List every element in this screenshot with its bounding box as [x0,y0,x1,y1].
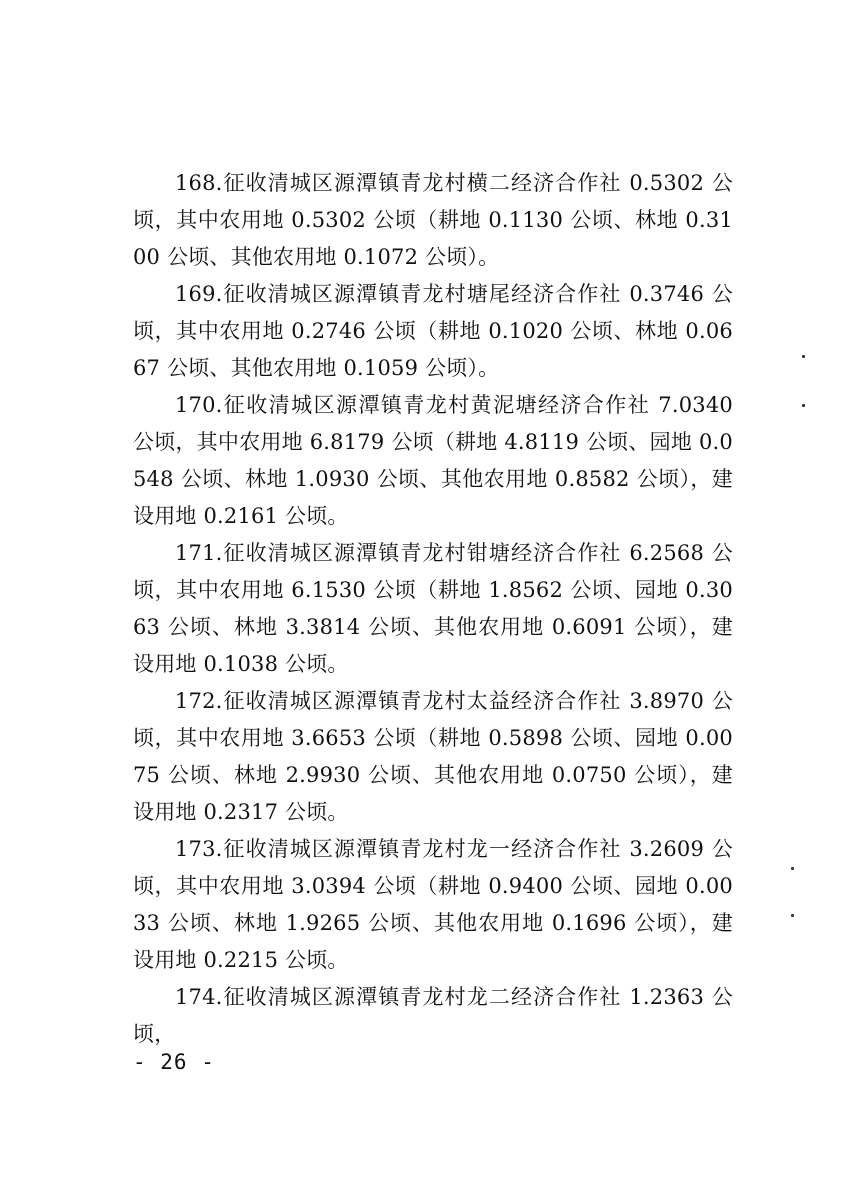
paragraph-170: 170.征收清城区源潭镇青龙村黄泥塘经济合作社 7.0340 公顷，其中农用地 6.8179 公顷（耕地 4.8119 公顷、园地 0.0548 公顷、林地 1.0930 公顷、其他农用地 0.8582 公顷），建设用地 0.2161 公顷。 [133,393,733,528]
document-body [133,165,733,1053]
paragraph-169: 169.征收清城区源潭镇青龙村塘尾经济合作社 0.3746 公顷，其中农用地 0.2746 公顷（耕地 0.1020 公顷、林地 0.0667 公顷、其他农用地 0.1059 公顷）。 [133,282,733,380]
paragraph-168: 168.征收清城区源潭镇青龙村横二经济合作社 0.5302 公顷，其中农用地 0.5302 公顷（耕地 0.1130 公顷、林地 0.3100 公顷、其他农用地 0.1072 公顷）。 [133,171,733,269]
paragraph-171: 171.征收清城区源潭镇青龙村钳塘经济合作社 6.2568 公顷，其中农用地 6.1530 公顷（耕地 1.8562 公顷、园地 0.3063 公顷、林地 3.3814 公顷、其他农用地 0.6091 公顷），建设用地 0.1038 公顷。 [133,541,733,676]
scan-artifact-mark [791,867,794,870]
paragraph-173: 173.征收清城区源潭镇青龙村龙一经济合作社 3.2609 公顷，其中农用地 3.0394 公顷（耕地 0.9400 公顷、园地 0.0033 公顷、林地 1.9265 公顷、其他农用地 0.1696 公顷），建设用地 0.2215 公顷。 [133,837,733,972]
scan-artifact-mark [802,404,805,407]
scan-artifact-mark [791,914,794,917]
scan-artifact-mark [802,355,805,358]
paragraph-172: 172.征收清城区源潭镇青龙村太益经济合作社 3.8970 公顷，其中农用地 3.6653 公顷（耕地 0.5898 公顷、园地 0.0075 公顷、林地 2.9930 公顷、其他农用地 0.0750 公顷），建设用地 0.2317 公顷。 [133,689,733,824]
paragraph-174: 174.征收清城区源潭镇青龙村龙二经济合作社 1.2363 公顷， [133,985,733,1046]
page-number: - 26 - [133,1050,215,1074]
